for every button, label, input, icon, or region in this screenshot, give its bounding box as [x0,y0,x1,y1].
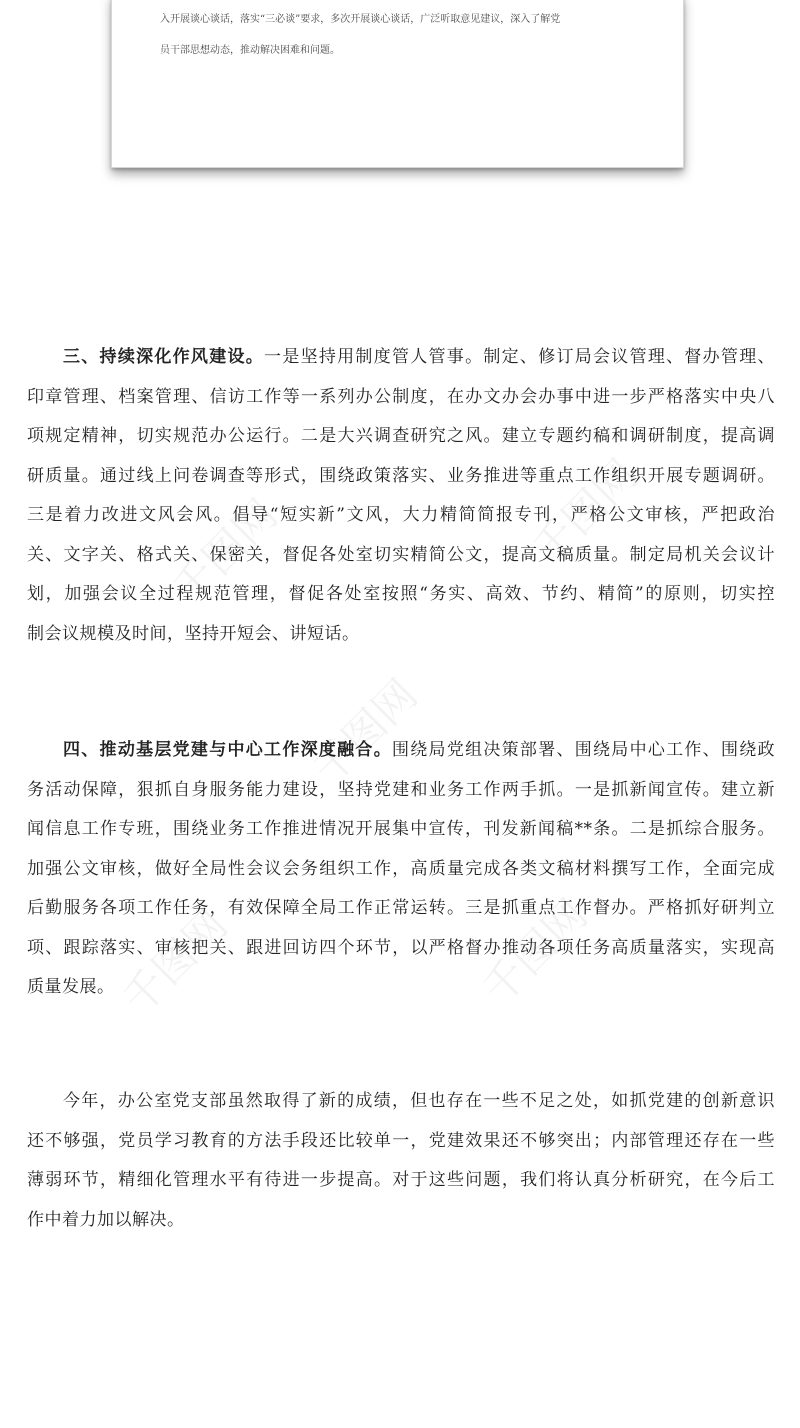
paragraph-line: 关、文字关、格式关、保密关，督促各处室切实精简公文，提高文稿质量。制定局机关会议计 [27,544,775,565]
paragraph-line: 三是着力改进文风会风。倡导“短实新”文风，大力精简简报专刊，严格公文审核，严把政治 [27,505,775,525]
section-3-heading: 三、持续深化作风建设。 [63,347,265,367]
paragraph-line: 印章管理、档案管理、信访工作等一系列办公制度，在办文办会办事中进一步严格落实中央八 [27,386,775,407]
paragraph-line: 质量发展。 [27,977,115,997]
paragraph-line: 制会议规模及时间，坚持开短会、讲短话。 [27,623,360,644]
paragraph-line: 务活动保障，狠抓自身服务能力建设，坚持党建和业务工作两手抓。一是抓新闻宣传。建立新 [27,779,775,800]
paragraph-line: 加强公文审核，做好全局性会议会务组织工作，高质量完成各类文稿材料撰写工作，全面完成 [27,858,775,879]
paragraph-line [27,338,775,378]
conclusion-paragraph [27,1082,775,1240]
section-4-heading: 四、推动基层党建与中心工作深度融合。 [63,740,392,760]
page-preview-card [111,0,684,168]
paragraph-line [27,731,775,771]
preview-text [160,4,660,66]
paragraph-line: 项、跟踪落实、审核把关、跟进回访四个环节，以严格督办推动各项任务高质量落实，实现高 [27,937,775,958]
paragraph-line: 作中着力加以解决。 [27,1209,185,1230]
watermark: 千图网 [162,489,287,614]
paragraph-line: 今年，办公室党支部虽然取得了新的成绩，但也存在一些不足之处，如抓党建的创新意识 [63,1091,775,1111]
paragraph-line: 还不够强，党员学习教育的方法手段还比较单一，党建效果还不够突出；内部管理还存在一些 [27,1130,775,1151]
paragraph-text: 一是坚持用制度管人管事。制定、修订局会议管理、督办管理、 [264,347,775,367]
paragraph-line: 研质量。通过线上问卷调查等形式，围绕政策落实、业务推进等重点工作组织开展专题调研。 [27,465,775,486]
paragraph-line: 项规定精神，切实规范办公运行。二是大兴调查研究之风。建立专题约稿和调研制度，提高调 [27,426,775,446]
paragraph-text: 围绕局党组决策部署、围绕局中心工作、围绕政 [391,740,775,760]
watermark: 千图网 [522,449,647,574]
watermark: 千图网 [112,899,237,1024]
preview-line: 入开展谈心谈话，落实“三必谈”要求，多次开展谈心谈话，广泛听取意见建议，深入了解党 [160,14,561,25]
section-4-paragraph [27,731,775,1008]
watermark: 千图网 [302,669,427,794]
paragraph-line: 薄弱环节，精细化管理水平有待进一步提高。对于这些问题，我们将认真分析研究，在今后工 [27,1170,775,1190]
watermark: 千图网 [472,889,597,1014]
section-3-paragraph [27,338,775,654]
paragraph-line: 划，加强会议全过程规范管理，督促各处室按照“务实、高效、节约、精简”的原则，切实控 [27,584,775,604]
paragraph-line: 闻信息工作专班，围绕业务工作推进情况开展集中宣传，刊发新闻稿**条。二是抓综合服务。 [27,819,775,839]
preview-line: 员干部思想动态，推动解决困难和问题。 [160,45,340,56]
paragraph-line: 后勤服务各项工作任务，有效保障全局工作正常运转。三是抓重点工作督办。严格抓好研判立 [27,898,775,918]
